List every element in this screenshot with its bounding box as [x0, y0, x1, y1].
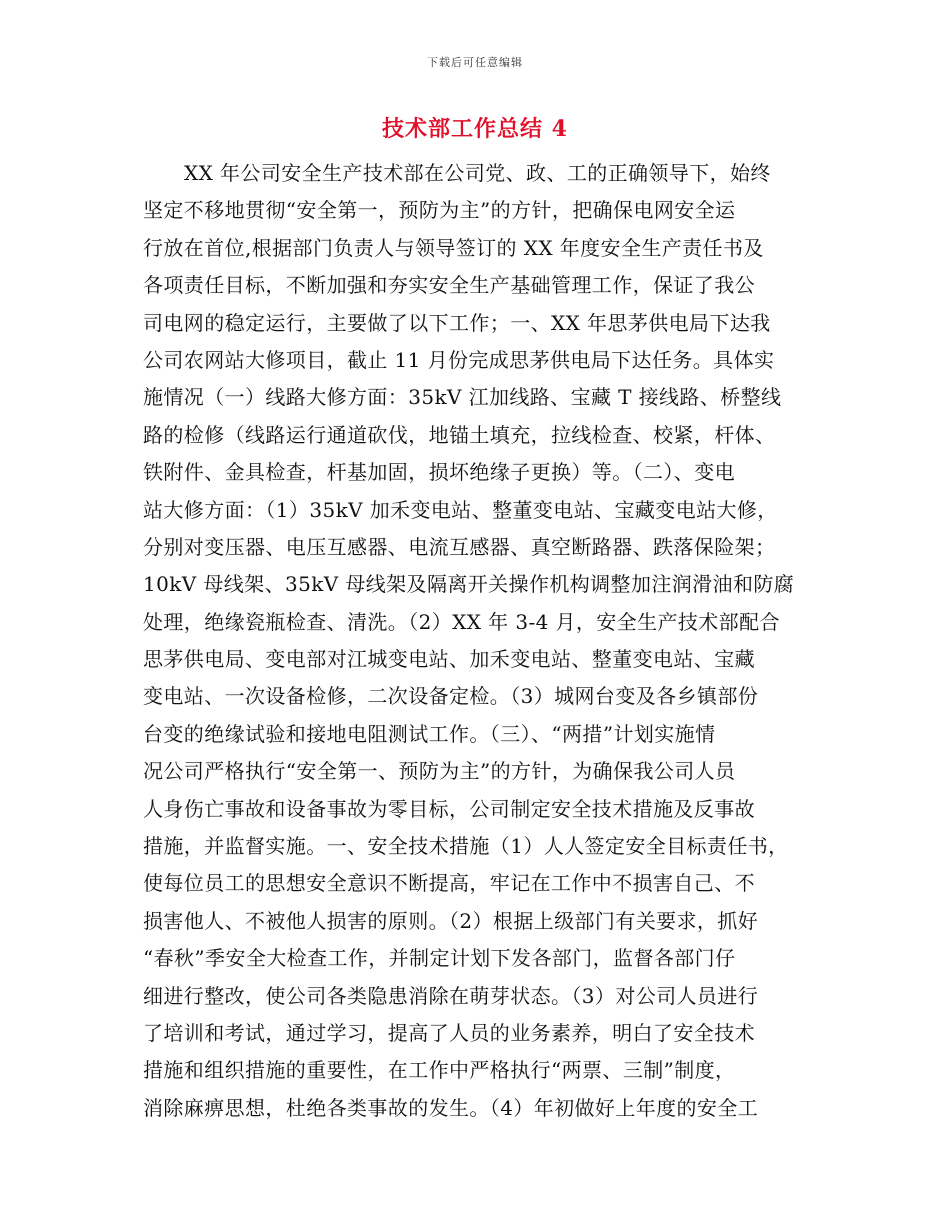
body-line: 措施，并监督实施。一、安全技术措施（1）人人签定安全目标责任书， — [143, 834, 789, 859]
body-line: 细进行整改，使公司各类隐患消除在萌芽状态。（3）对公司人员进行 — [143, 983, 759, 1008]
body-line: 处理，绝缘瓷瓶检查、清洗。（2）XX 年 3-4 月，安全生产技术部配合 — [143, 609, 780, 634]
body-line: 台变的绝缘试验和接地电阻测试工作。（三）、“两措”计划实施情 — [143, 721, 716, 746]
body-line: 司电网的稳定运行，主要做了以下工作；一、XX 年思茅供电局下达我 — [143, 310, 771, 335]
body-line: 公司农网站大修项目，截止 11 月份完成思茅供电局下达任务。具体实 — [143, 347, 775, 372]
body-line: “春秋”季安全大检查工作，并制定计划下发各部门，监督各部门仔 — [143, 946, 736, 971]
body-line: 路的检修（线路运行通道砍伐，地锚土填充，拉线检查、校紧，杆体、 — [143, 422, 776, 447]
body-line: 了培训和考试，通过学习，提高了人员的业务素养，明白了安全技术 — [143, 1020, 755, 1045]
body-line: 分别对变压器、电压互感器、电流互感器、真空断路器、跌落保险架； — [143, 534, 776, 559]
body-line: 消除麻痹思想，杜绝各类事故的发生。（4）年初做好上年度的安全工 — [143, 1095, 759, 1120]
body-line: 10kV 母线架、35kV 母线架及隔离开关操作机构调整加注润滑油和防腐 — [143, 572, 795, 597]
body-line: 各项责任目标，不断加强和夯实安全生产基础管理工作，保证了我公 — [143, 273, 755, 298]
body-line: 铁附件、金具检查，杆基加固，损坏绝缘子更换）等。（二）、变电 — [143, 460, 735, 485]
body-line: 措施和组织措施的重要性，在工作中严格执行“两票、三制”制度， — [143, 1058, 736, 1083]
document-body — [143, 155, 823, 1127]
body-line: 使每位员工的思想安全意识不断提高，牢记在工作中不损害自己、不 — [143, 871, 755, 896]
body-line: 况公司严格执行“安全第一、预防为主”的方针，为确保我公司人员 — [143, 759, 736, 784]
body-line: 行放在首位,根据部门负责人与领导签订的 XX 年度安全生产责任书及 — [143, 235, 764, 260]
body-line: 坚定不移地贯彻“安全第一，预防为主”的方针，把确保电网安全运 — [143, 198, 736, 223]
body-line: 思茅供电局、变电部对江城变电站、加禾变电站、整董变电站、宝藏 — [143, 647, 755, 672]
body-line: 变电站、一次设备检修，二次设备定检。（3）城网台变及各乡镇部份 — [143, 684, 759, 709]
body-line: 损害他人、不被他人损害的原则。（2）根据上级部门有关要求，抓好 — [143, 908, 759, 933]
body-line: XX 年公司安全生产技术部在公司党、政、工的正确领导下，始终 — [184, 161, 771, 185]
body-line: 人身伤亡事故和设备事故为零目标，公司制定安全技术措施及反事故 — [143, 796, 755, 821]
document-title: 技术部工作总结 4 — [382, 116, 568, 142]
body-line: 站大修方面：（1）35kV 加禾变电站、整董变电站、宝藏变电站大修， — [143, 497, 778, 522]
body-line: 施情况（一）线路大修方面：35kV 江加线路、宝藏 T 接线路、桥整线 — [143, 385, 782, 410]
page-header-note: 下载后可任意编辑 — [427, 56, 523, 69]
